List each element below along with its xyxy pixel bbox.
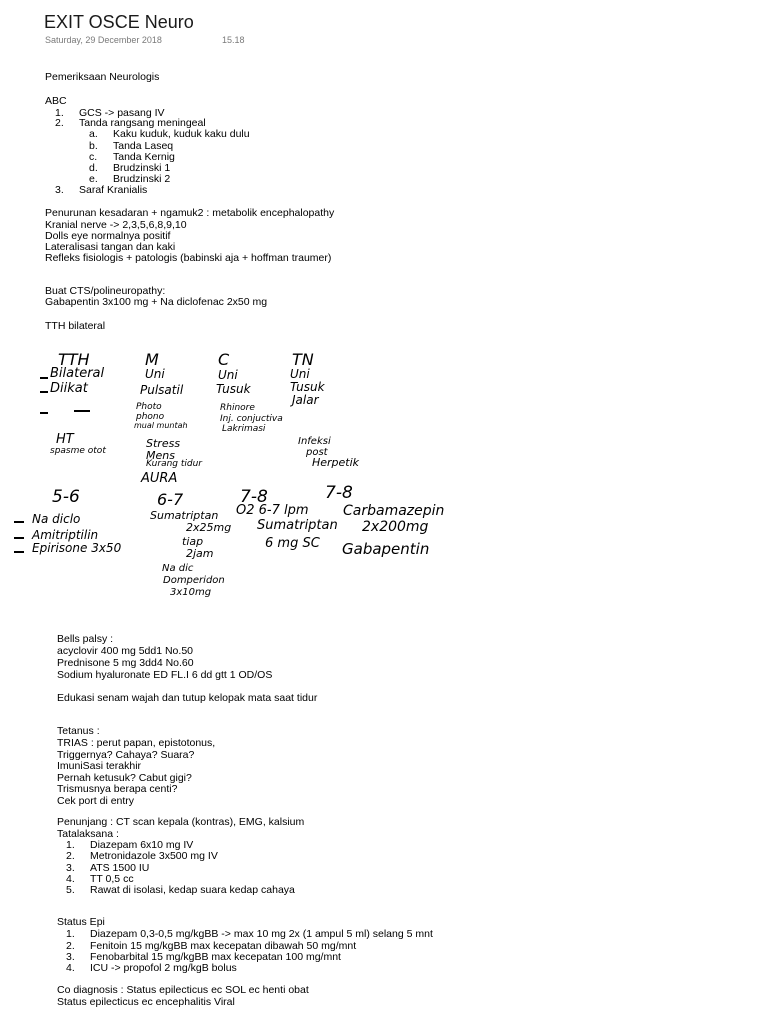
text-line: Penunjang : CT scan kepala (kontras), EMG, kalsium bbox=[57, 816, 305, 828]
list-item: Metronidazole 3x500 mg IV bbox=[90, 850, 218, 862]
hw-text: Uni bbox=[290, 367, 310, 381]
list-number: 4. bbox=[66, 962, 75, 974]
list-item: Tanda rangsang meningeal bbox=[79, 117, 206, 129]
text-line: TRIAS : perut papan, epistotonus, bbox=[57, 737, 216, 749]
list-number: 1. bbox=[66, 839, 75, 851]
text-line: Kranial nerve -> 2,3,5,6,8,9,10 bbox=[45, 219, 187, 231]
list-number: 1. bbox=[66, 928, 75, 940]
text-line: Refleks fisiologis + patologis (babinski aja + hoffman traumer) bbox=[45, 252, 332, 264]
section-heading: Pemeriksaan Neurologis bbox=[45, 71, 160, 83]
text-line: Cek port di entry bbox=[57, 795, 135, 807]
hw-text: Diikat bbox=[50, 381, 88, 396]
list-number: 3. bbox=[66, 951, 75, 963]
hw-text: Sumatriptan bbox=[257, 518, 338, 533]
text-line: TTH bilateral bbox=[45, 320, 106, 332]
hw-text: Sumatriptan bbox=[150, 509, 219, 522]
list-item: Diazepam 6x10 mg IV bbox=[90, 839, 194, 851]
list-number: 3. bbox=[66, 862, 75, 874]
hw-dash bbox=[74, 410, 90, 412]
hw-text: Bilateral bbox=[50, 366, 105, 381]
hw-dash bbox=[40, 391, 48, 393]
hw-text: Epirisone 3x50 bbox=[32, 541, 122, 555]
text-line: Dolls eye normalnya positif bbox=[45, 230, 171, 242]
list-number: 2. bbox=[66, 940, 75, 952]
text-line: Co diagnosis : Status epilecticus ec SOL ec henti obat bbox=[57, 984, 309, 996]
text-line: Trismusnya berapa centi? bbox=[57, 783, 178, 795]
hw-group-label: 5-6 bbox=[52, 487, 80, 507]
hw-text: Rhinore bbox=[220, 403, 255, 413]
text-line: Status epilecticus ec encephalitis Viral bbox=[57, 996, 235, 1008]
hw-dash bbox=[14, 551, 24, 553]
hw-text: 3x10mg bbox=[170, 587, 212, 598]
list-letter: e. bbox=[89, 173, 98, 185]
hw-text: Uni bbox=[218, 368, 238, 382]
hw-text: Uni bbox=[145, 367, 165, 381]
list-number: 2. bbox=[66, 850, 75, 862]
hw-dash bbox=[14, 521, 24, 523]
text-line: Lateralisasi tangan dan kaki bbox=[45, 241, 176, 253]
list-item: Fenitoin 15 mg/kgBB max kecepatan dibawah 50 mg/mnt bbox=[90, 940, 357, 952]
list-letter: c. bbox=[89, 151, 98, 163]
hw-text: Herpetik bbox=[312, 456, 360, 469]
list-number: 3. bbox=[55, 184, 64, 196]
list-letter: a. bbox=[89, 128, 98, 140]
list-item: Kaku kuduk, kuduk kaku dulu bbox=[113, 128, 250, 140]
text-line: Tatalaksana : bbox=[57, 828, 119, 840]
hw-text: Pulsatil bbox=[140, 383, 184, 397]
hw-text: Infeksi bbox=[298, 436, 331, 447]
text-line: ImuniSasi terakhir bbox=[57, 760, 142, 772]
list-number: 1. bbox=[55, 107, 64, 119]
text-line: Penurunan kesadaran + ngamuk2 : metabolik encephalopathy bbox=[45, 207, 335, 219]
section-heading: Bells palsy : bbox=[57, 633, 114, 645]
note-time: 15.18 bbox=[222, 35, 245, 45]
hw-header-c: C bbox=[218, 350, 230, 369]
hw-header-tth: TTH bbox=[58, 350, 90, 369]
list-item: ICU -> propofol 2 mg/kgB bolus bbox=[90, 962, 237, 974]
list-item: Rawat di isolasi, kedap suara kedap cahaya bbox=[90, 884, 295, 896]
hw-text: 6 mg SC bbox=[265, 536, 320, 551]
hw-text: tiap bbox=[182, 535, 204, 548]
hw-text: spasme otot bbox=[50, 446, 106, 456]
hw-text: Jalar bbox=[292, 393, 319, 407]
list-item: Diazepam 0,3-0,5 mg/kgBB -> max 10 mg 2x (1 ampul 5 ml) selang 5 mnt bbox=[90, 928, 433, 940]
hw-group-label: 7-8 bbox=[325, 483, 353, 503]
hw-text: 2x200mg bbox=[362, 519, 429, 535]
section-heading: Tetanus : bbox=[57, 725, 100, 737]
text-line: acyclovir 400 mg 5dd1 No.50 bbox=[57, 645, 193, 657]
hw-dash bbox=[40, 412, 48, 414]
hw-text: 2jam bbox=[186, 547, 214, 560]
list-item: Saraf Kranialis bbox=[79, 184, 148, 196]
hw-text: Carbamazepin bbox=[343, 503, 445, 519]
list-item: Tanda Kernig bbox=[113, 151, 175, 163]
text-line: Triggernya? Cahaya? Suara? bbox=[57, 749, 195, 761]
list-item: GCS -> pasang IV bbox=[79, 107, 165, 119]
hw-text: HT bbox=[56, 432, 74, 447]
section-heading: Status Epi bbox=[57, 916, 105, 928]
text-line: Gabapentin 3x100 mg + Na diclofenac 2x50 mg bbox=[45, 296, 268, 308]
hw-text: Mens bbox=[146, 449, 175, 462]
hw-dash bbox=[40, 377, 48, 379]
hw-text: Amitriptilin bbox=[32, 528, 99, 542]
hw-text: AURA bbox=[141, 471, 178, 486]
text-line: Prednisone 5 mg 3dd4 No.60 bbox=[57, 657, 194, 669]
list-number: 5. bbox=[66, 884, 75, 896]
page-title: EXIT OSCE Neuro bbox=[44, 12, 194, 32]
hw-text: Na diclo bbox=[32, 512, 81, 526]
list-item: Brudzinski 1 bbox=[113, 162, 171, 174]
text-line: Buat CTS/polineuropathy: bbox=[45, 285, 166, 297]
hw-group-label: 7-8 bbox=[240, 487, 268, 507]
note-date: Saturday, 29 December 2018 bbox=[45, 35, 162, 45]
hw-text: Na dic bbox=[162, 563, 194, 574]
list-number: 2. bbox=[55, 117, 64, 129]
hw-text: Stress bbox=[146, 437, 181, 450]
hw-header-m: M bbox=[145, 350, 159, 369]
hw-dash bbox=[14, 537, 24, 539]
list-letter: b. bbox=[89, 140, 98, 152]
hw-text: Kurang tidur bbox=[146, 459, 203, 469]
list-item: Tanda Laseq bbox=[113, 140, 174, 152]
text-line: ABC bbox=[45, 95, 67, 107]
text-line: Pernah ketusuk? Cabut gigi? bbox=[57, 772, 192, 784]
hw-header-tn: TN bbox=[292, 350, 314, 369]
hw-group-label: 6-7 bbox=[157, 490, 184, 509]
hw-text: mual muntah bbox=[134, 421, 188, 430]
hw-text: Tusuk bbox=[290, 380, 325, 394]
list-item: Fenobarbital 15 mg/kgBB max kecepatan 100 mg/mnt bbox=[90, 951, 341, 963]
list-number: 4. bbox=[66, 873, 75, 885]
hw-text: post bbox=[306, 447, 328, 458]
hw-text: Domperidon bbox=[163, 575, 225, 586]
hw-text: Gabapentin bbox=[342, 540, 430, 558]
hw-text: Inj. conjuctiva bbox=[220, 414, 283, 424]
hw-text: Photo bbox=[136, 402, 162, 412]
text-line: Edukasi senam wajah dan tutup kelopak mata saat tidur bbox=[57, 692, 318, 704]
hw-text: O2 6-7 lpm bbox=[236, 503, 309, 518]
hw-text: Lakrimasi bbox=[222, 424, 266, 434]
list-item: Brudzinski 2 bbox=[113, 173, 171, 185]
hw-text: phono bbox=[136, 412, 165, 422]
list-letter: d. bbox=[89, 162, 98, 174]
text-line: Sodium hyaluronate ED FL.I 6 dd gtt 1 OD/OS bbox=[57, 669, 273, 681]
hw-text: Tusuk bbox=[216, 382, 251, 396]
list-item: ATS 1500 IU bbox=[90, 862, 150, 874]
list-item: TT 0,5 cc bbox=[90, 873, 134, 885]
hw-text: 2x25mg bbox=[186, 521, 232, 534]
